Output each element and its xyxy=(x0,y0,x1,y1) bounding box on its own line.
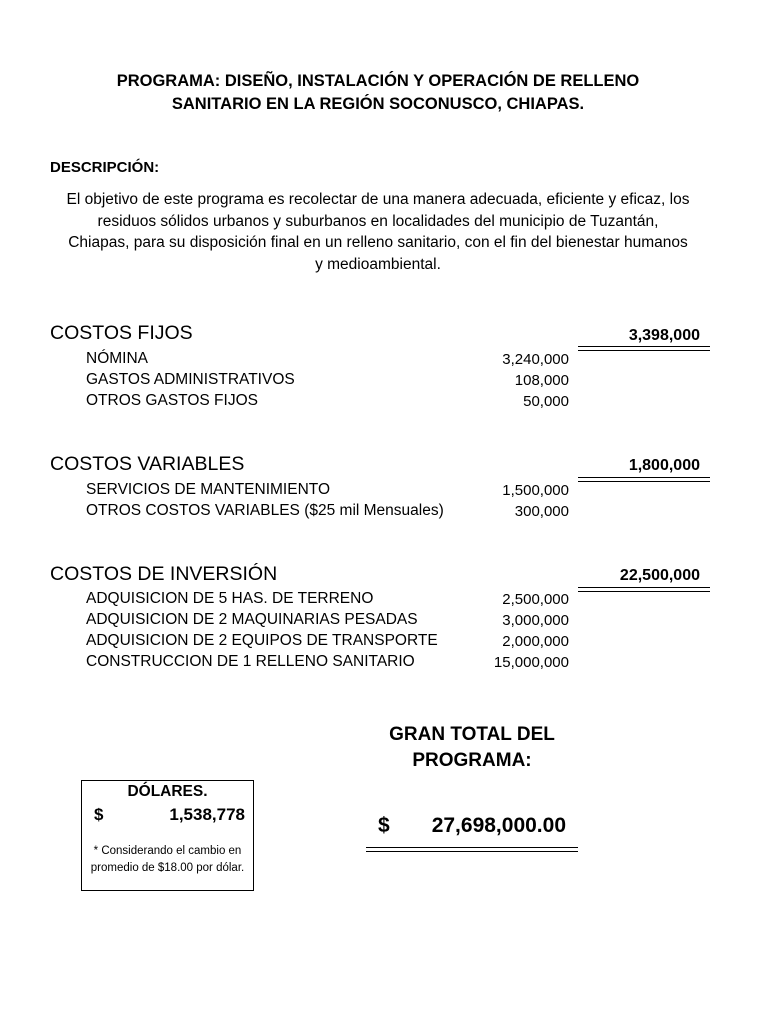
description-line: y medioambiental. xyxy=(315,255,441,273)
description-body xyxy=(40,189,716,275)
investment-cost-item-label: ADQUISICION DE 5 HAS. DE TERRENO xyxy=(86,590,374,607)
grand-total-rule xyxy=(366,847,578,852)
investment-cost-item-label: ADQUISICION DE 2 EQUIPOS DE TRANSPORTE xyxy=(86,632,438,649)
usd-exchange-note xyxy=(82,843,253,877)
document-title xyxy=(60,70,696,116)
usd-title: DÓLARES. xyxy=(127,783,208,800)
investment-cost-item-value: 2,000,000 xyxy=(502,633,569,650)
grand-total-amount: 27,698,000.00 xyxy=(431,814,566,837)
title-line-1: PROGRAMA: DISEÑO, INSTALACIÓN Y OPERACIÓN DE RELLENO xyxy=(116,72,640,90)
investment-cost-item-label: ADQUISICION DE 2 MAQUINARIAS PESADAS xyxy=(86,611,418,628)
investment-cost-item-value: 2,500,000 xyxy=(502,591,569,608)
variable-cost-item-label: OTROS COSTOS VARIABLES ($25 mil Mensuales) xyxy=(86,502,444,519)
grand-total-label-line-1: GRAN TOTAL DEL xyxy=(389,724,555,745)
variable-costs-total-rule xyxy=(578,477,710,482)
fixed-cost-item-value: 3,240,000 xyxy=(502,351,569,368)
usd-conversion-box xyxy=(81,780,254,891)
investment-costs-total-rule xyxy=(578,587,710,592)
usd-currency: $ xyxy=(94,805,104,824)
description-line: El objetivo de este programa es recolectar de una manera adecuada, eficiente y eficaz, los xyxy=(66,191,690,208)
investment-cost-item-label: CONSTRUCCION DE 1 RELLENO SANITARIO xyxy=(86,653,415,670)
title-line-2: SANITARIO EN LA REGIÓN SOCONUSCO, CHIAPAS. xyxy=(171,95,585,113)
variable-cost-item-value: 300,000 xyxy=(514,503,569,520)
investment-cost-item-value: 3,000,000 xyxy=(502,612,569,629)
usd-note-line-2: promedio de $18.00 por dólar. xyxy=(90,862,245,874)
variable-costs-heading: COSTOS VARIABLES xyxy=(50,453,245,475)
variable-cost-item-label: SERVICIOS DE MANTENIMIENTO xyxy=(86,481,331,498)
investment-cost-item-value: 15,000,000 xyxy=(493,654,569,671)
fixed-cost-item-label: NÓMINA xyxy=(86,350,148,367)
description-line: Chiapas, para su disposición final en un relleno sanitario, con el fin del bienestar humanos xyxy=(68,234,688,251)
investment-costs-total: 22,500,000 xyxy=(619,567,700,584)
usd-amount: 1,538,778 xyxy=(169,805,245,824)
investment-costs-heading: COSTOS DE INVERSIÓN xyxy=(50,563,278,585)
description-line: residuos sólidos urbanos y suburbanos en localidades del municipio de Tuzantán, xyxy=(97,212,659,230)
fixed-cost-item-value: 108,000 xyxy=(514,372,569,389)
grand-total-label-line-2: PROGRAMA: xyxy=(412,750,532,771)
description-heading: DESCRIPCIÓN: xyxy=(50,159,160,176)
grand-total-label xyxy=(372,722,572,774)
variable-cost-item-value: 1,500,000 xyxy=(502,482,569,499)
fixed-costs-total-rule xyxy=(578,346,710,351)
fixed-costs-heading: COSTOS FIJOS xyxy=(50,322,193,344)
variable-costs-total: 1,800,000 xyxy=(628,457,700,474)
fixed-cost-item-label: GASTOS ADMINISTRATIVOS xyxy=(86,371,295,388)
usd-note-line-1: * Considerando el cambio en xyxy=(93,845,242,857)
fixed-cost-item-label: OTROS GASTOS FIJOS xyxy=(86,392,258,409)
fixed-cost-item-value: 50,000 xyxy=(523,393,569,410)
fixed-costs-total: 3,398,000 xyxy=(628,327,700,344)
grand-total-currency: $ xyxy=(378,814,390,837)
